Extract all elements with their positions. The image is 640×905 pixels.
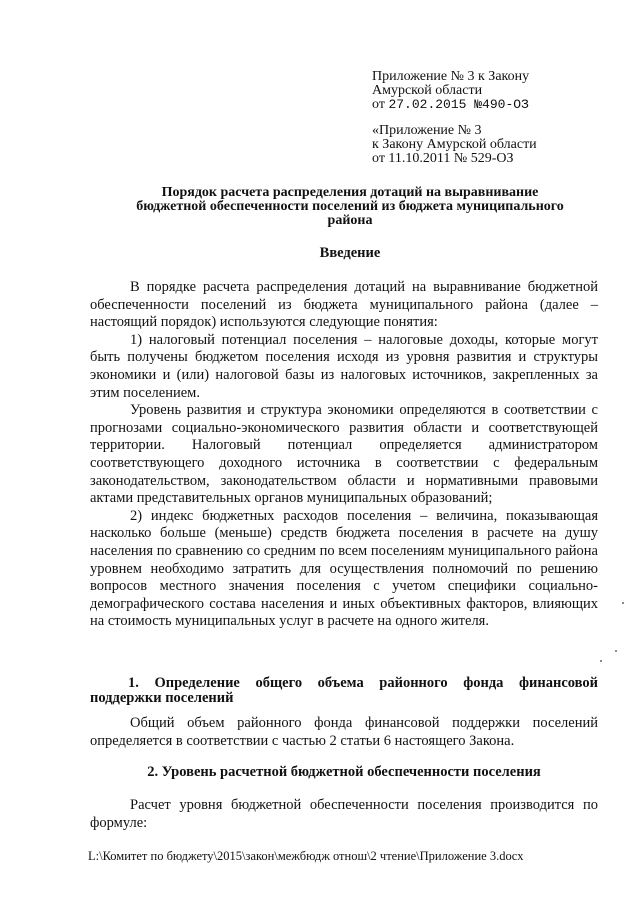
intro-paragraph-2: 1) налоговый потенциал поселения – налоговые доходы, которые могут быть получены бюджетом поселения исходя из уровня развития и структуры экономики и (или) налоговой базы из налоговых источников, закрепленных за этим поселением. bbox=[90, 331, 598, 401]
intro-heading: Введение bbox=[319, 245, 381, 261]
section1-heading bbox=[90, 676, 598, 706]
original-line3: от 11.10.2011 № 529-ОЗ bbox=[372, 151, 514, 166]
title-line3: района bbox=[327, 213, 373, 228]
attachment-line1: Приложение № 3 к Закону bbox=[372, 69, 530, 84]
title-line1: Порядок расчета распределения дотаций на выравнивание bbox=[161, 185, 539, 200]
file-path-footer: L:\Комитет по бюджету\2015\закон\межбюдж отнош\2 чтение\Приложение 3.docx bbox=[88, 849, 524, 863]
intro-paragraph-1: В порядке расчета распределения дотаций на выравнивание бюджетной обеспеченности поселений из бюджета муниципального района (далее – настоящий порядок) используются следующие понятия: bbox=[90, 279, 598, 331]
section1-heading-line1: 1. Определение общего объема районного фонда финансовой bbox=[128, 675, 598, 691]
attachment-stamp: 27.02.2015 №490-ОЗ bbox=[388, 97, 529, 112]
original-line1: «Приложение № 3 bbox=[372, 123, 482, 138]
title-line2: бюджетной обеспеченности поселений из бюджета муниципального bbox=[136, 199, 564, 214]
attachment-line2: Амурской области bbox=[372, 83, 483, 98]
scan-speck bbox=[615, 650, 617, 652]
document-title bbox=[100, 186, 600, 228]
attachment-prefix: от bbox=[372, 97, 385, 112]
intro-paragraph-3: Уровень развития и структура экономики определяются в соответствии с прогнозами социально-экономического развития области и соответствующей территории. Налоговый потенциал определяется администратором соответствующего доходного источника в соответствии с федеральным законодательством, законодательством области и нормативными правовыми актами представительных органов муниципальных образований; bbox=[90, 402, 598, 507]
intro-body bbox=[90, 279, 598, 631]
section2-heading: 2. Уровень расчетной бюджетной обеспеченности поселения bbox=[147, 764, 541, 780]
section1-body bbox=[90, 715, 598, 750]
attachment-block bbox=[372, 70, 602, 112]
section1-paragraph: Общий объем районного фонда финансовой поддержки поселений определяется в соответствии с частью 2 статьи 6 настоящего Закона. bbox=[90, 715, 598, 749]
section2-paragraph: Расчет уровня бюджетной обеспеченности поселения производится по формуле: bbox=[90, 797, 598, 831]
section1-heading-line2: поддержки поселений bbox=[90, 690, 234, 706]
section2-body bbox=[90, 797, 598, 832]
attachment-date-line bbox=[372, 98, 602, 112]
original-line2: к Закону Амурской области bbox=[372, 137, 537, 152]
scan-speck bbox=[622, 602, 624, 604]
intro-paragraph-4: 2) индекс бюджетных расходов поселения – величина, показывающая насколько больше (меньше) средств бюджета поселения в расчете на душу населения по сравнению со средним по всем поселениям муниципального района уровнем необходимо затратить для осуществления полномочий по решению вопросов местного значения поселения с учетом специфики социально-демографического состава населения и иных объективных факторов, влияющих на стоимость муниципальных услуг в расчете на одного жителя. bbox=[90, 507, 598, 630]
original-attachment-block bbox=[372, 124, 602, 166]
scan-speck bbox=[600, 660, 602, 662]
